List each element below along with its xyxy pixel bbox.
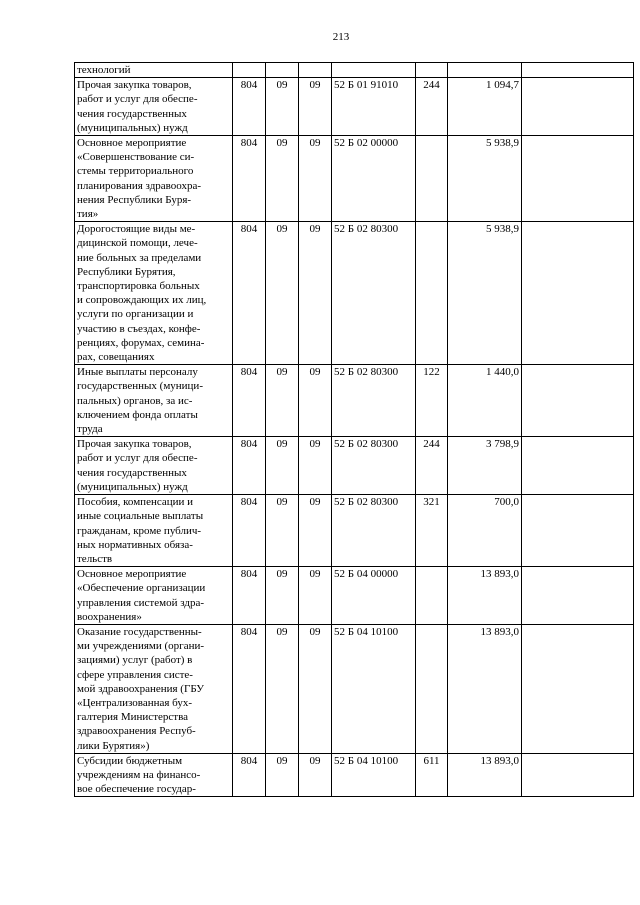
- table-row: [75, 567, 634, 625]
- target-article-cell: 52 Б 02 80300: [332, 222, 416, 365]
- amount-cell: 1 094,7: [448, 78, 522, 136]
- expense-type-cell: [416, 624, 448, 753]
- expense-type-cell: 244: [416, 78, 448, 136]
- target-article-cell: 52 Б 04 00000: [332, 567, 416, 625]
- target-article-cell: 52 Б 02 80300: [332, 437, 416, 495]
- item-name-cell: Оказание государственны- ми учреждениями (органи- зациями) услуг (работ) в сфере управления систе- мой здравоохранения (ГБУ «Централизованная бух- галтерия Министерства здравоохранения Респуб- лики Бурятия»): [75, 624, 233, 753]
- amount-cell: 13 893,0: [448, 624, 522, 753]
- item-name-cell: Прочая закупка товаров, работ и услуг для обеспе- чения государственных (муниципальных) нужд: [75, 437, 233, 495]
- extra-cell: [522, 567, 634, 625]
- subsection-code-cell: 09: [299, 567, 332, 625]
- item-name-cell: технологий: [75, 63, 233, 78]
- ministry-code-cell: 804: [233, 624, 266, 753]
- ministry-code-cell: 804: [233, 222, 266, 365]
- table-row: [75, 437, 634, 495]
- amount-cell: 13 893,0: [448, 753, 522, 797]
- expense-type-cell: 244: [416, 437, 448, 495]
- item-name-cell: Основное мероприятие «Совершенствование си- стемы территориального планирования здравоохра- нения Республики Буря- тия»: [75, 136, 233, 222]
- expense-type-cell: [416, 63, 448, 78]
- subsection-code-cell: 09: [299, 78, 332, 136]
- extra-cell: [522, 624, 634, 753]
- section-code-cell: 09: [266, 753, 299, 797]
- extra-cell: [522, 136, 634, 222]
- page-number: 213: [332, 31, 350, 43]
- amount-cell: [448, 63, 522, 78]
- expense-type-cell: [416, 222, 448, 365]
- extra-cell: [522, 365, 634, 437]
- expense-type-cell: [416, 136, 448, 222]
- table-row: [75, 63, 634, 78]
- target-article-cell: 52 Б 02 80300: [332, 495, 416, 567]
- ministry-code-cell: 804: [233, 753, 266, 797]
- ministry-code-cell: 804: [233, 437, 266, 495]
- item-name-cell: Иные выплаты персоналу государственных (муници- пальных) органов, за ис- ключением фонда оплаты труда: [75, 365, 233, 437]
- ministry-code-cell: 804: [233, 136, 266, 222]
- target-article-cell: 52 Б 02 00000: [332, 136, 416, 222]
- table-body: [75, 63, 634, 797]
- subsection-code-cell: 09: [299, 437, 332, 495]
- section-code-cell: 09: [266, 624, 299, 753]
- subsection-code-cell: 09: [299, 136, 332, 222]
- target-article-cell: 52 Б 01 91010: [332, 78, 416, 136]
- amount-cell: 5 938,9: [448, 222, 522, 365]
- section-code-cell: 09: [266, 136, 299, 222]
- target-article-cell: [332, 63, 416, 78]
- table-row: [75, 624, 634, 753]
- section-code-cell: 09: [266, 222, 299, 365]
- ministry-code-cell: 804: [233, 495, 266, 567]
- extra-cell: [522, 222, 634, 365]
- section-code-cell: 09: [266, 437, 299, 495]
- table-row: [75, 136, 634, 222]
- table-row: [75, 365, 634, 437]
- target-article-cell: 52 Б 04 10100: [332, 624, 416, 753]
- section-code-cell: 09: [266, 567, 299, 625]
- item-name-cell: Субсидии бюджетным учреждениям на финансо- вое обеспечение государ-: [75, 753, 233, 797]
- expense-type-cell: 321: [416, 495, 448, 567]
- budget-table: [74, 62, 634, 797]
- table-row: [75, 222, 634, 365]
- subsection-code-cell: 09: [299, 222, 332, 365]
- expense-type-cell: [416, 567, 448, 625]
- amount-cell: 1 440,0: [448, 365, 522, 437]
- subsection-code-cell: 09: [299, 753, 332, 797]
- section-code-cell: 09: [266, 78, 299, 136]
- section-code-cell: 09: [266, 365, 299, 437]
- amount-cell: 3 798,9: [448, 437, 522, 495]
- ministry-code-cell: 804: [233, 365, 266, 437]
- extra-cell: [522, 78, 634, 136]
- table-row: [75, 78, 634, 136]
- item-name-cell: Дорогостоящие виды ме- дицинской помощи, лече- ние больных за пределами Республики Бурятия, транспортировка больных и сопровождающих их лиц, услуги по организации и участию в съездах, конфе- ренциях, форумах, семина- рах, совещаниях: [75, 222, 233, 365]
- subsection-code-cell: [299, 63, 332, 78]
- target-article-cell: 52 Б 02 80300: [332, 365, 416, 437]
- item-name-cell: Прочая закупка товаров, работ и услуг для обеспе- чения государственных (муниципальных) нужд: [75, 78, 233, 136]
- subsection-code-cell: 09: [299, 365, 332, 437]
- extra-cell: [522, 63, 634, 78]
- extra-cell: [522, 753, 634, 797]
- section-code-cell: [266, 63, 299, 78]
- ministry-code-cell: 804: [233, 567, 266, 625]
- extra-cell: [522, 495, 634, 567]
- amount-cell: 5 938,9: [448, 136, 522, 222]
- ministry-code-cell: [233, 63, 266, 78]
- expense-type-cell: 122: [416, 365, 448, 437]
- subsection-code-cell: 09: [299, 624, 332, 753]
- section-code-cell: 09: [266, 495, 299, 567]
- amount-cell: 700,0: [448, 495, 522, 567]
- table-row: [75, 753, 634, 797]
- ministry-code-cell: 804: [233, 78, 266, 136]
- extra-cell: [522, 437, 634, 495]
- item-name-cell: Основное мероприятие «Обеспечение организации управления системой здра- воохранения»: [75, 567, 233, 625]
- subsection-code-cell: 09: [299, 495, 332, 567]
- amount-cell: 13 893,0: [448, 567, 522, 625]
- item-name-cell: Пособия, компенсации и иные социальные выплаты гражданам, кроме публич- ных нормативных обяза- тельств: [75, 495, 233, 567]
- expense-type-cell: 611: [416, 753, 448, 797]
- target-article-cell: 52 Б 04 10100: [332, 753, 416, 797]
- table-row: [75, 495, 634, 567]
